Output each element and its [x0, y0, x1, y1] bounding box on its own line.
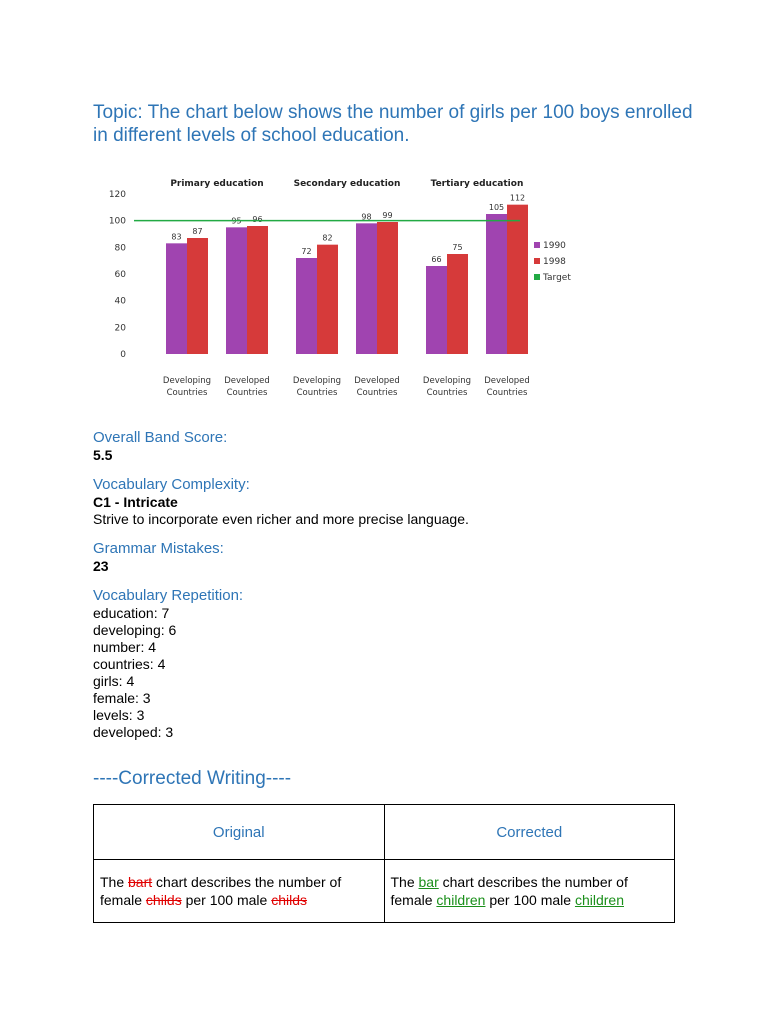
table-row	[94, 860, 675, 923]
data-label: 96	[252, 215, 263, 224]
grammar-section	[93, 540, 224, 575]
data-label: 72	[301, 247, 312, 256]
corrected-cell	[384, 860, 675, 923]
comparison-table	[93, 804, 675, 923]
y-tick-label: 100	[108, 216, 126, 227]
vocab-complexity-advice: Strive to incorporate even richer and more precise language.	[93, 511, 469, 527]
corrected-text: The	[390, 874, 419, 890]
original-cell	[94, 860, 385, 923]
category-label: Developed	[224, 376, 270, 386]
vocab-complexity-level: C1 - Intricate	[93, 494, 178, 510]
legend-swatch	[534, 274, 540, 280]
bar-1998	[187, 238, 208, 354]
vocab-complexity-heading: Vocabulary Complexity:	[93, 476, 250, 493]
legend-label: 1998	[543, 257, 566, 267]
repetition-item: number: 4	[93, 639, 157, 655]
y-tick-label: 60	[114, 270, 126, 280]
category-label: Countries	[166, 388, 208, 398]
data-label: 105	[488, 203, 505, 212]
legend-swatch	[534, 258, 540, 264]
category-label: Developing	[162, 376, 212, 386]
deleted-word: bart	[128, 874, 153, 890]
bar-1990	[166, 243, 187, 354]
original-text: chart describes the number of female	[100, 874, 342, 908]
repetition-item: countries: 4	[93, 656, 166, 672]
inserted-word: children	[574, 892, 624, 908]
vocab-complexity-section	[93, 476, 469, 528]
bar-1990	[426, 266, 447, 354]
inserted-word: bar	[418, 874, 439, 890]
legend-label: 1990	[543, 241, 566, 251]
category-label: Countries	[356, 388, 398, 398]
corrected-header: Corrected	[384, 805, 675, 860]
repetition-item: developed: 3	[93, 724, 174, 740]
group-title: Primary education	[170, 179, 264, 189]
legend-label: Target	[543, 273, 571, 283]
data-label: 95	[231, 216, 242, 226]
category-label: Countries	[226, 388, 268, 398]
corrected-text: per 100 male	[485, 892, 575, 908]
y-tick-label: 0	[120, 350, 126, 360]
data-label: 83	[171, 232, 182, 242]
data-label: 98	[361, 212, 372, 222]
grammar-value: 23	[93, 558, 109, 574]
repetition-item: education: 7	[93, 605, 170, 621]
original-text: The	[100, 874, 129, 890]
score-value: 5.5	[93, 447, 113, 463]
data-label: 87	[192, 227, 203, 236]
repetition-heading: Vocabulary Repetition:	[93, 587, 244, 604]
inserted-word: children	[436, 892, 486, 908]
bar-1998	[447, 254, 468, 354]
category-label: Countries	[486, 388, 528, 398]
table-header-row	[94, 805, 675, 860]
category-label: Developing	[292, 376, 342, 386]
legend-swatch	[534, 242, 540, 248]
grammar-heading: Grammar Mistakes:	[93, 540, 224, 557]
bar-1990	[356, 223, 377, 354]
repetition-item: female: 3	[93, 690, 151, 706]
bar-chart	[100, 170, 600, 410]
data-label: 66	[431, 255, 442, 264]
bar-1990	[226, 227, 247, 354]
deleted-word: childs	[145, 892, 182, 908]
repetition-item: girls: 4	[93, 673, 135, 689]
data-label: 112	[509, 193, 526, 203]
data-label: 99	[382, 211, 393, 220]
data-label: 75	[452, 243, 463, 252]
repetition-item: developing: 6	[93, 622, 177, 638]
category-label: Countries	[296, 388, 338, 398]
bar-1998	[377, 222, 398, 354]
bar-1998	[507, 205, 528, 354]
category-label: Developed	[484, 376, 530, 386]
corrected-writing-title: ----Corrected Writing----	[93, 768, 292, 789]
category-label: Countries	[426, 388, 468, 398]
bar-1998	[247, 226, 268, 354]
group-title: Tertiary education	[430, 179, 524, 189]
y-tick-label: 40	[114, 296, 126, 307]
topic-heading: Topic: The chart below shows the number of girls per 100 boys enrolled in different levels of school education.	[93, 102, 693, 146]
group-title: Secondary education	[293, 179, 401, 189]
bar-1990	[486, 214, 507, 354]
original-text: per 100 male	[181, 892, 272, 908]
y-tick-label: 120	[108, 190, 126, 200]
bar-1998	[317, 245, 338, 354]
bar-1990	[296, 258, 317, 354]
repetition-item: levels: 3	[93, 707, 145, 723]
category-label: Developing	[422, 376, 472, 386]
y-tick-label: 20	[114, 323, 126, 334]
score-section	[93, 429, 227, 464]
data-label: 82	[322, 233, 333, 243]
deleted-word: childs	[271, 892, 308, 908]
category-label: Developed	[354, 376, 400, 386]
repetition-section	[93, 587, 243, 741]
score-heading: Overall Band Score:	[93, 429, 228, 446]
corrected-text: chart describes the number of female	[390, 874, 628, 908]
y-tick-label: 80	[114, 243, 126, 254]
original-header: Original	[94, 805, 385, 860]
